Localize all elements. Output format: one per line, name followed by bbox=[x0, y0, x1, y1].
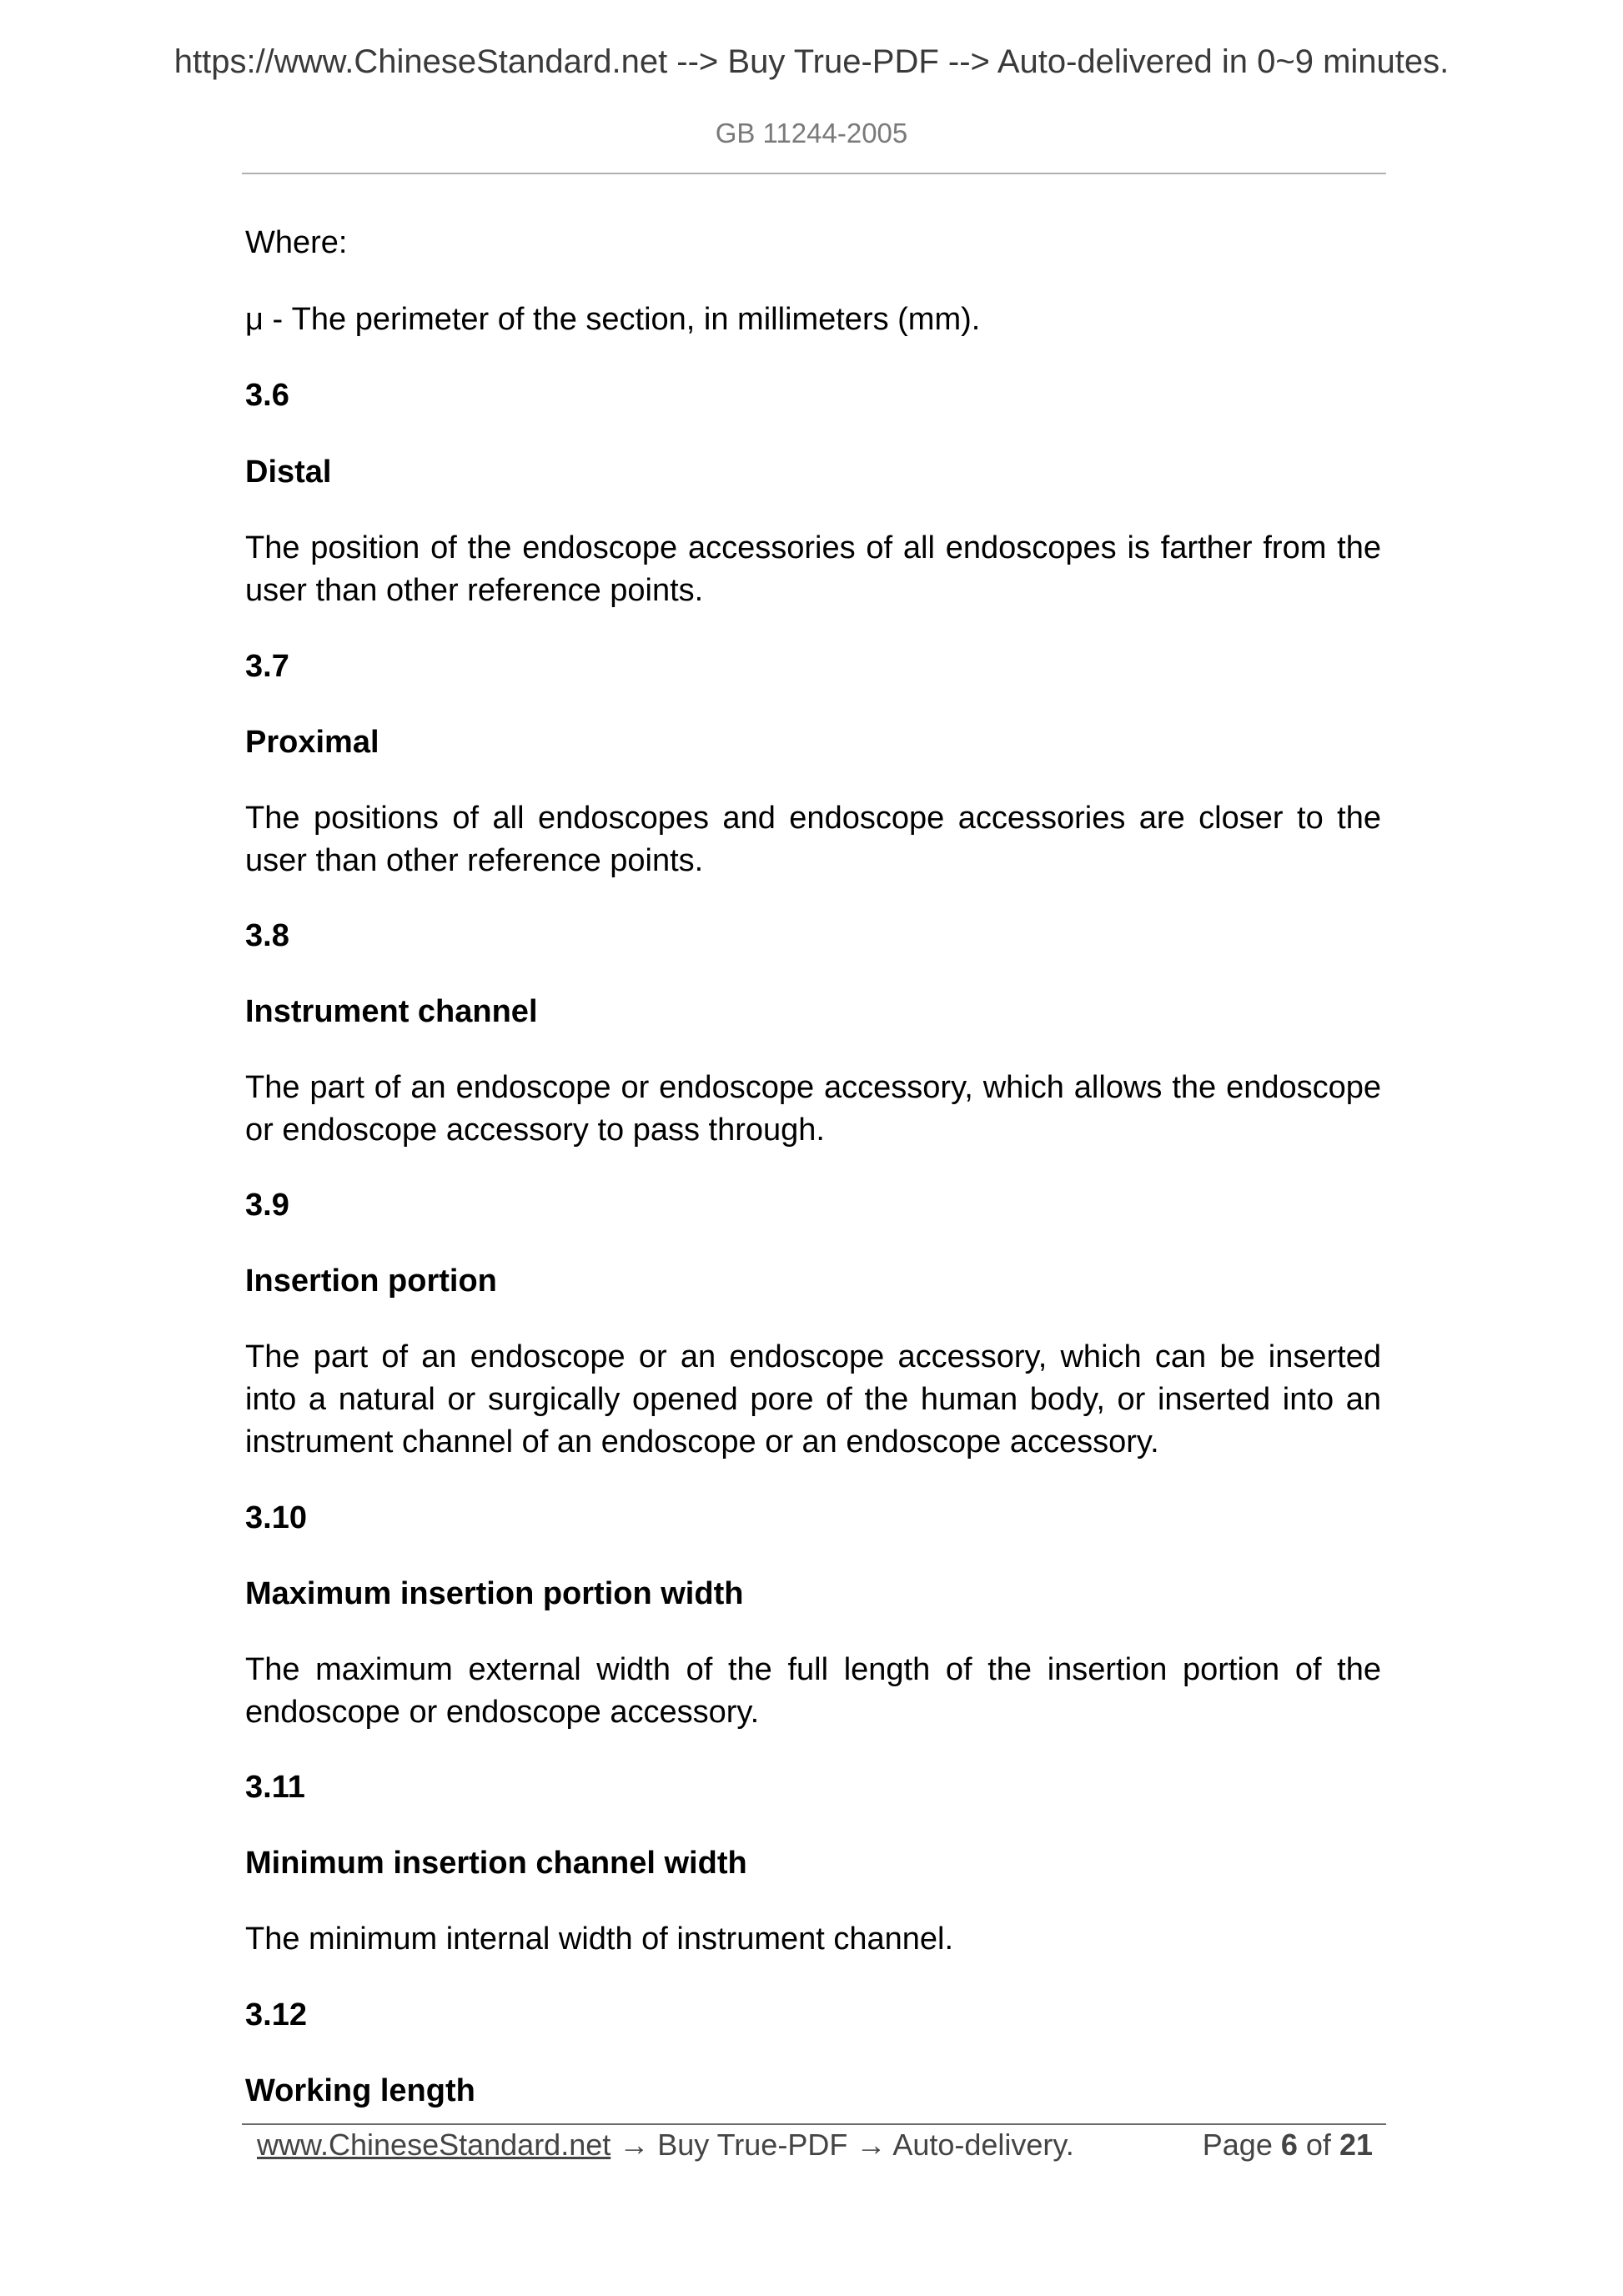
header-divider bbox=[242, 173, 1386, 174]
section-definition: The position of the endoscope accessories of all endoscopes is farther from the user than other reference points. bbox=[245, 530, 1381, 608]
section-definition: The positions of all endoscopes and endoscope accessories are closer to the user than other reference points. bbox=[245, 801, 1381, 878]
page-total: 21 bbox=[1339, 2128, 1373, 2162]
source-banner[interactable]: https://www.ChineseStandard.net --> Buy True-PDF --> Auto-delivered in 0~9 minutes. bbox=[173, 43, 1450, 80]
page-current: 6 bbox=[1280, 2128, 1298, 2162]
footer-link[interactable]: www.ChineseStandard.net bbox=[257, 2128, 611, 2162]
section-definition: The part of an endoscope or an endoscope accessory, which can be inserted into a natural or surgically opened pore of the human body, or inserted into an instrument channel of an endoscope or an endoscope accessory. bbox=[245, 1339, 1381, 1459]
section-number: 3.11 bbox=[245, 1770, 305, 1805]
where-label: Where: bbox=[245, 225, 348, 260]
section-term: Maximum insertion portion width bbox=[245, 1576, 744, 1611]
section-definition: The part of an endoscope or endoscope accessory, which allows the endoscope or endoscope accessory to pass through. bbox=[245, 1070, 1381, 1148]
section-number: 3.6 bbox=[245, 378, 289, 413]
section-term: Proximal bbox=[245, 725, 379, 760]
document-code: GB 11244-2005 bbox=[715, 118, 908, 148]
section-number: 3.9 bbox=[245, 1188, 289, 1223]
page-of-label: of bbox=[1305, 2128, 1331, 2162]
footer-tagline: → Buy True-PDF → Auto-delivery. bbox=[611, 2128, 1074, 2162]
page-label: Page bbox=[1202, 2128, 1273, 2162]
page-indicator bbox=[1203, 2127, 1373, 2163]
section-number: 3.12 bbox=[245, 1997, 307, 2032]
section-definition: The maximum external width of the full length of the insertion portion of the endoscope or endoscope accessory. bbox=[245, 1652, 1381, 1730]
section-term: Distal bbox=[245, 455, 332, 490]
mu-definition: μ - The perimeter of the section, in millimeters (mm). bbox=[245, 302, 981, 337]
section-number: 3.10 bbox=[245, 1500, 307, 1535]
footer-divider bbox=[242, 2123, 1386, 2125]
section-number: 3.7 bbox=[245, 649, 289, 684]
footer-source bbox=[257, 2127, 1074, 2163]
section-term: Insertion portion bbox=[245, 1264, 497, 1299]
section-definition: The minimum internal width of instrument channel. bbox=[245, 1922, 954, 1957]
section-term: Minimum insertion channel width bbox=[245, 1846, 747, 1881]
section-term: Instrument channel bbox=[245, 994, 538, 1029]
section-number: 3.8 bbox=[245, 918, 289, 953]
section-term: Working length bbox=[245, 2073, 475, 2108]
